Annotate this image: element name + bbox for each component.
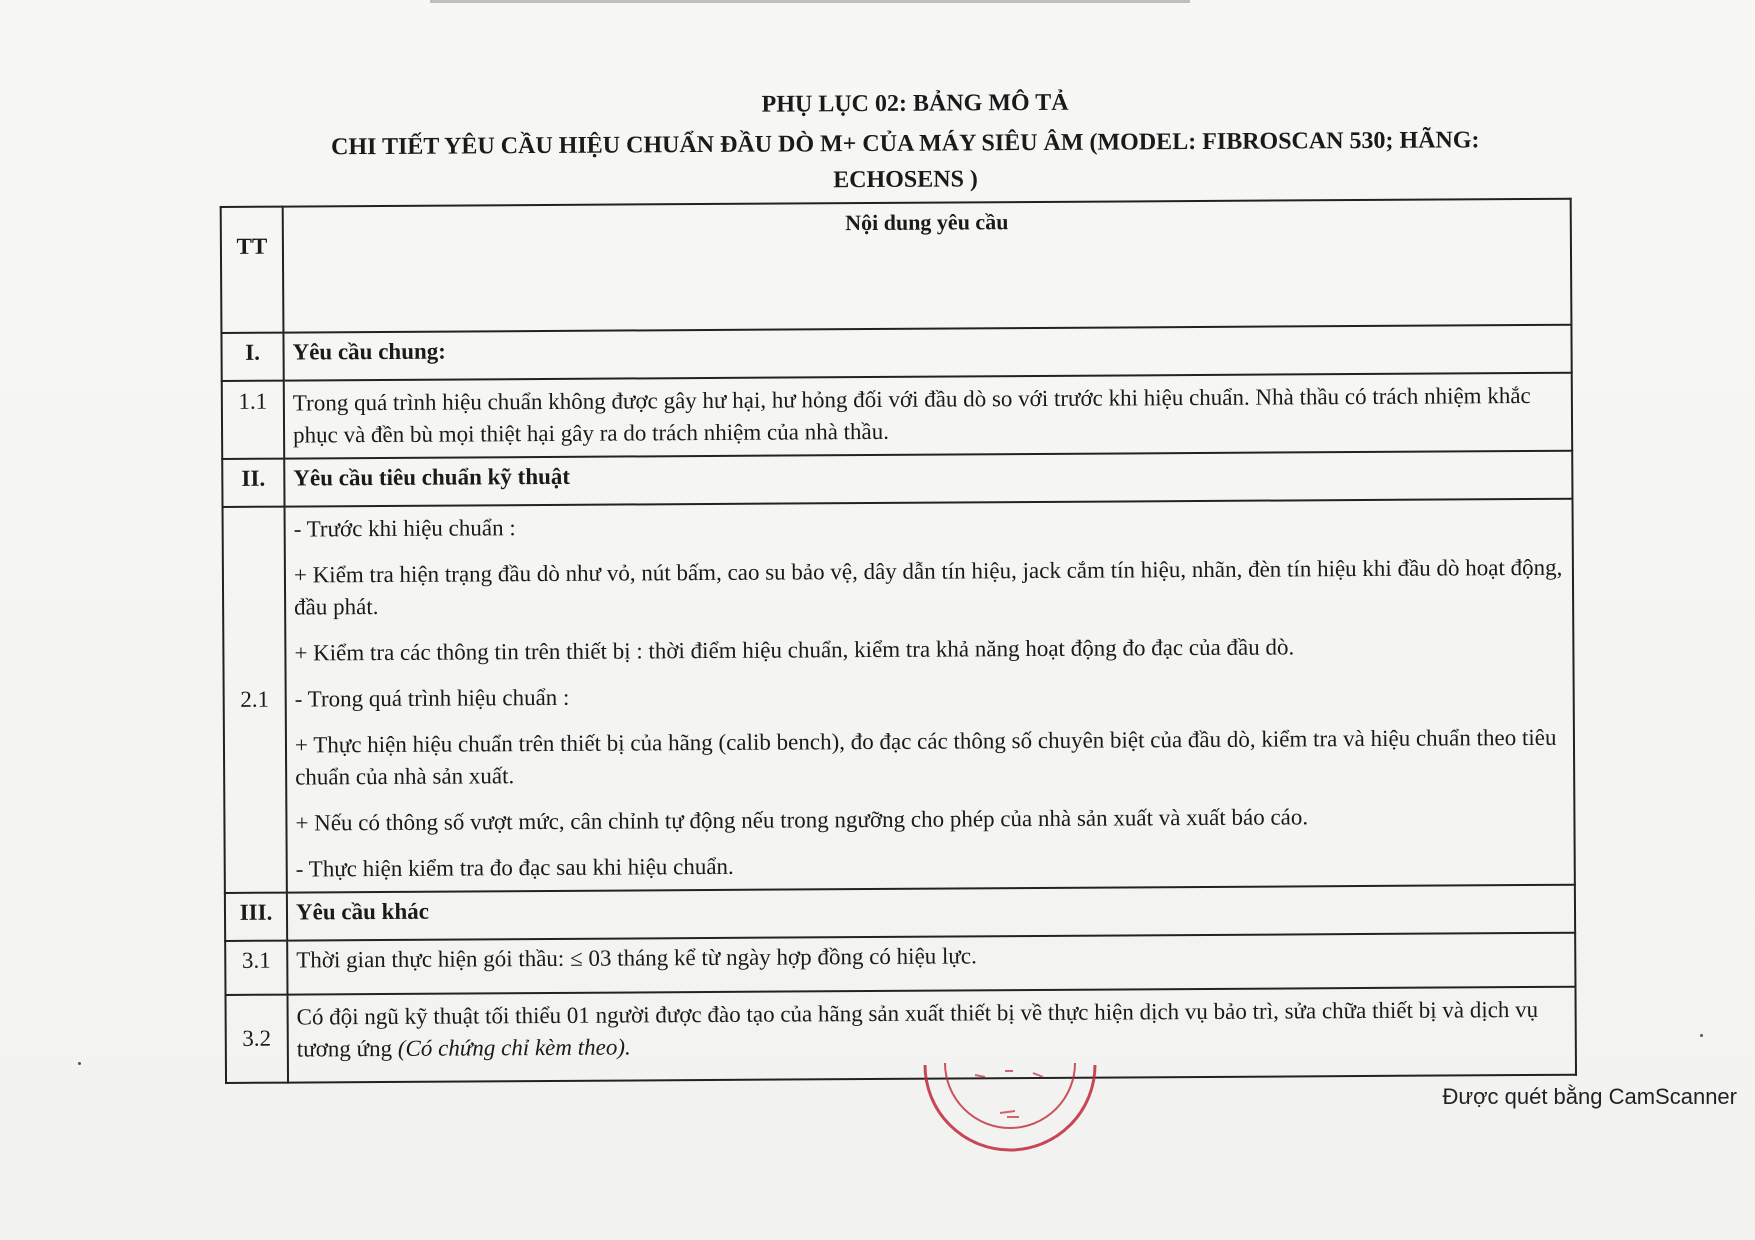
table-header-row bbox=[221, 199, 1572, 333]
requirements-table bbox=[220, 198, 1577, 1084]
requirement-line: + Kiểm tra hiện trạng đầu dò như vỏ, nút bấm, cao su bảo vệ, dây dẫn tín hiệu, jack cắm tín hiệu, nhãn, đèn tín hiệu khi đầu dò hoạt động, đầu phát. bbox=[293, 554, 1563, 620]
row-number: 1.1 bbox=[222, 381, 284, 459]
row-number: 3.2 bbox=[225, 995, 288, 1083]
scan-speck bbox=[1700, 1034, 1703, 1037]
table-row bbox=[225, 933, 1575, 995]
section-title: Yêu cầu chung: bbox=[283, 325, 1571, 381]
row-content: Thời gian thực hiện gói thầu: ≤ 03 tháng kể từ ngày hợp đồng có hiệu lực. bbox=[287, 933, 1575, 995]
section-row-1 bbox=[221, 325, 1571, 381]
requirement-line: + Kiểm tra các thông tin trên thiết bị : thời điểm hiệu chuẩn, kiểm tra khả năng hoạt động đo đạc của đầu dò. bbox=[294, 634, 1295, 666]
table-row bbox=[223, 499, 1575, 893]
requirement-line: - Trong quá trình hiệu chuẩn : bbox=[294, 684, 570, 712]
section-row-3 bbox=[225, 885, 1575, 941]
header-tt: TT bbox=[221, 207, 284, 333]
requirement-line: - Trước khi hiệu chuẩn : bbox=[293, 515, 516, 542]
row-number: 3.1 bbox=[225, 941, 287, 995]
requirement-line: - Thực hiện kiểm tra đo đạc sau khi hiệu chuẩn. bbox=[295, 853, 734, 882]
header-content: Nội dung yêu cầu bbox=[283, 199, 1572, 333]
section-title: Yêu cầu tiêu chuẩn kỹ thuật bbox=[284, 451, 1572, 507]
section-row-2 bbox=[222, 451, 1572, 507]
table-row bbox=[225, 987, 1576, 1083]
document-title: PHỤ LỤC 02: BẢNG MÔ TẢ bbox=[761, 89, 1069, 118]
table-row bbox=[222, 373, 1572, 459]
document-body bbox=[215, 87, 1581, 1084]
section-number: I. bbox=[221, 333, 283, 381]
row-content bbox=[285, 499, 1575, 893]
requirement-line: + Nếu có thông số vượt mức, cân chỉnh tự động nếu trong ngưỡng cho phép của nhà sản xuất và xuất báo cáo. bbox=[295, 804, 1309, 836]
scan-edge bbox=[430, 0, 1190, 3]
scan-speck bbox=[78, 1062, 81, 1065]
section-title: Yêu cầu khác bbox=[287, 885, 1575, 941]
requirement-line: + Thực hiện hiệu chuẩn trên thiết bị của hãng (calib bench), đo đạc các thông số chuyên biệt của đầu dò, kiểm tra và hiệu chuẩn theo tiêu chuẩn của nhà sản xuất. bbox=[294, 724, 1557, 790]
row-content: Trong quá trình hiệu chuẩn không được gây hư hại, hư hỏng đối với đầu dò so với trước khi hiệu chuẩn. Nhà thầu có trách nhiệm khắc phục và đền bù mọi thiệt hại gây ra do trách nhiệm của nhà thầu. bbox=[284, 373, 1572, 459]
row-number: 2.1 bbox=[223, 507, 287, 893]
section-number: III. bbox=[225, 893, 287, 941]
camscanner-watermark: Được quét bằng CamScanner bbox=[1442, 1084, 1737, 1109]
row-note: (Có chứng chỉ kèm theo). bbox=[397, 1034, 631, 1061]
red-stamp-icon bbox=[915, 1055, 1105, 1155]
subtitle-line-1: CHI TIẾT YÊU CẦU HIỆU CHUẨN ĐẦU DÒ M+ CỦA MÁY SIÊU ÂM (MODEL: FIBROSCAN 530; HÃNG: bbox=[331, 127, 1480, 161]
document-subtitle bbox=[215, 122, 1575, 202]
subtitle-line-2: ECHOSENS ) bbox=[833, 166, 978, 194]
row-text: Có đội ngũ kỹ thuật tối thiểu 01 người được đào tạo của hãng sản xuất thiết bị về thực hiện dịch vụ bảo trì, sửa chữa thiết bị và dịch vụ tương ứng bbox=[296, 996, 1539, 1062]
section-number: II. bbox=[222, 459, 284, 507]
